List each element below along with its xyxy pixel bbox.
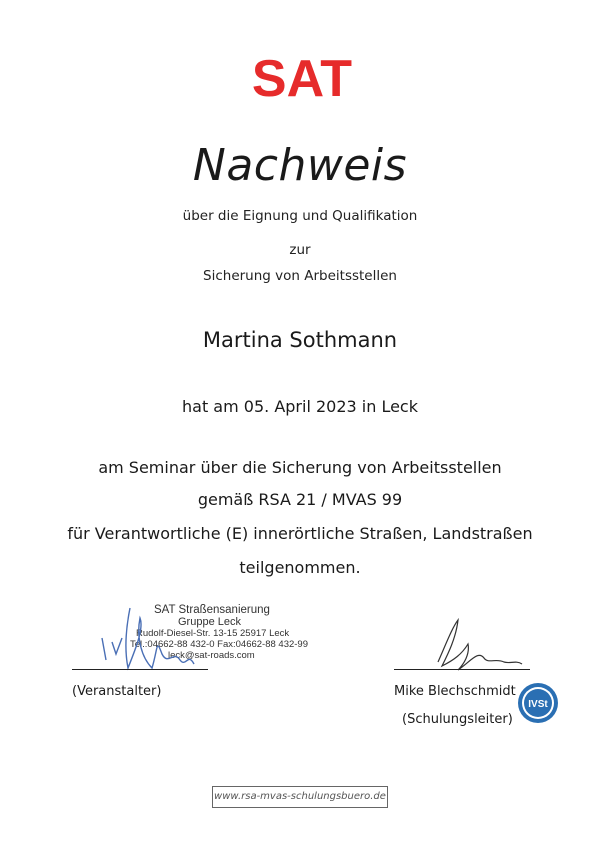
- footer-url: www.rsa-mvas-schulungsbuero.de: [212, 786, 388, 808]
- subtitle-sicherung: Sicherung von Arbeitsstellen: [203, 268, 397, 284]
- certificate-title: Nachweis: [192, 140, 408, 191]
- regulation-line: gemäß RSA 21 / MVAS 99: [197, 490, 403, 509]
- sat-logo: [240, 52, 364, 102]
- stamp-address: Rudolf-Diesel-Str. 13-15 25917 Leck: [136, 628, 290, 639]
- seminar-line: am Seminar über die Sicherung von Arbeitsstellen: [98, 458, 502, 477]
- scope-line: für Verantwortliche (E) innerörtliche Straßen, Landstraßen: [67, 524, 533, 543]
- sat-logo-text: SAT: [251, 52, 353, 102]
- stamp-company: SAT Straßensanierung: [154, 604, 270, 616]
- leader-signature-line: [394, 669, 530, 670]
- ivst-badge-text: IVSt: [528, 699, 548, 710]
- subtitle-zur: zur: [289, 242, 311, 258]
- subtitle-qualification: über die Eignung und Qualifikation: [182, 208, 418, 224]
- participated-line: teilgenommen.: [239, 558, 361, 577]
- stamp-phone: Tel.:04662-88 432-0 Fax:04662-88 432-99: [130, 639, 308, 650]
- leader-role: (Schulungsleiter): [402, 712, 513, 727]
- participant-name: Martina Sothmann: [202, 328, 398, 352]
- stamp-group: Gruppe Leck: [178, 616, 241, 628]
- organizer-label: (Veranstalter): [72, 684, 162, 699]
- leader-name: Mike Blechschmidt: [394, 684, 516, 699]
- stamp-email: leck@sat-roads.com: [168, 650, 255, 661]
- leader-signature: [418, 614, 528, 674]
- ivst-badge-icon: [517, 682, 559, 724]
- date-location-line: hat am 05. April 2023 in Leck: [182, 397, 418, 416]
- organizer-signature-line: [72, 669, 208, 670]
- organizer-signature: [96, 598, 226, 678]
